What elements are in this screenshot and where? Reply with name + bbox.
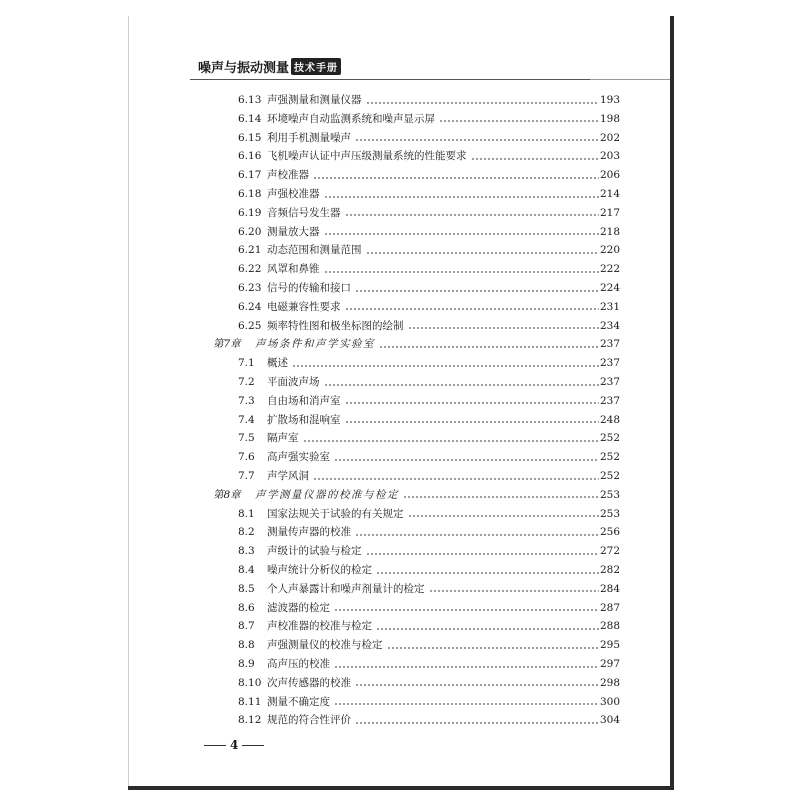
header-badge: 技术手册 bbox=[291, 58, 341, 75]
toc-dot-leader bbox=[355, 722, 599, 724]
toc-dot-leader bbox=[324, 384, 599, 386]
toc-entry-number: 8.9 bbox=[238, 658, 255, 670]
toc-dot-leader bbox=[324, 196, 599, 198]
toc-section-row bbox=[238, 223, 620, 241]
toc-section-row bbox=[238, 448, 620, 466]
toc-entry-number: 6.19 bbox=[238, 206, 262, 219]
toc-section-row bbox=[238, 298, 620, 316]
toc-section-row bbox=[238, 185, 620, 203]
toc-entry-page: 198 bbox=[599, 112, 620, 125]
toc-entry-title: 声学测量仪器的校准与检定 bbox=[255, 488, 399, 501]
toc-dot-leader bbox=[387, 647, 599, 649]
toc-chapter-row bbox=[213, 335, 620, 353]
toc-entry-title: 声强测量和测量仪器 bbox=[267, 94, 362, 106]
toc-dot-leader bbox=[334, 666, 599, 668]
toc-dot-leader bbox=[313, 478, 599, 480]
toc-entry-number: 第8章 bbox=[213, 488, 241, 501]
toc-entry-page: 224 bbox=[599, 282, 620, 294]
toc-entry-number: 8.5 bbox=[238, 582, 255, 595]
toc-entry-page: 214 bbox=[599, 188, 620, 200]
toc-entry-page: 252 bbox=[599, 451, 620, 464]
toc-entry-title: 国家法规关于试验的有关规定 bbox=[267, 507, 404, 520]
toc-entry-number: 6.14 bbox=[238, 112, 262, 125]
toc-entry-number: 8.12 bbox=[238, 714, 262, 727]
toc-entry-title: 自由场和消声室 bbox=[267, 394, 341, 407]
toc-dot-leader bbox=[334, 609, 599, 611]
toc-entry-number: 8.2 bbox=[238, 526, 255, 539]
toc-entry-page: 304 bbox=[599, 714, 620, 727]
toc-entry-page: 272 bbox=[599, 545, 620, 558]
toc-dot-leader bbox=[408, 327, 599, 329]
toc-section-row bbox=[238, 580, 620, 598]
toc-entry-page: 193 bbox=[599, 94, 620, 106]
toc-entry-title: 次声传感器的校准 bbox=[267, 676, 351, 689]
toc-entry-page: 287 bbox=[599, 601, 620, 614]
toc-entry-title: 电磁兼容性要求 bbox=[267, 300, 341, 313]
toc-section-row bbox=[238, 599, 620, 617]
toc-entry-page: 218 bbox=[599, 225, 620, 238]
toc-entry-title: 信号的传输和接口 bbox=[267, 282, 351, 294]
toc-section-row bbox=[238, 411, 620, 429]
toc-entry-title: 测量放大器 bbox=[267, 225, 320, 238]
toc-section-row bbox=[238, 711, 620, 729]
toc-entry-number: 8.1 bbox=[238, 507, 255, 520]
toc-dot-leader bbox=[376, 572, 599, 574]
toc-entry-number: 7.1 bbox=[238, 357, 255, 370]
toc-entry-title: 高声强实验室 bbox=[267, 451, 330, 464]
toc-entry-title: 频率特性图和极坐标图的绘制 bbox=[267, 319, 404, 332]
toc-entry-page: 222 bbox=[599, 263, 620, 276]
toc-entry-number: 7.6 bbox=[238, 451, 255, 464]
toc-dot-leader bbox=[429, 590, 599, 592]
toc-entry-title: 测量传声器的校准 bbox=[267, 526, 351, 539]
toc-dot-leader bbox=[408, 515, 599, 517]
toc-entry-number: 8.4 bbox=[238, 564, 255, 576]
toc-entry-page: 203 bbox=[599, 150, 620, 163]
toc-dot-leader bbox=[366, 252, 599, 254]
toc-entry-title: 测量不确定度 bbox=[267, 695, 330, 708]
toc-entry-number: 6.24 bbox=[238, 300, 262, 313]
toc-section-row bbox=[238, 129, 620, 147]
page-footer bbox=[200, 738, 268, 752]
toc-section-row bbox=[238, 204, 620, 222]
toc-entry-page: 237 bbox=[599, 357, 620, 370]
toc-entry-title: 规范的符合性评价 bbox=[267, 714, 351, 727]
toc-entry-number: 6.17 bbox=[238, 169, 262, 182]
toc-section-row bbox=[238, 429, 620, 447]
toc-entry-number: 6.13 bbox=[238, 94, 262, 106]
toc-entry-title: 环境噪声自动监测系统和噪声显示屏 bbox=[267, 112, 435, 125]
toc-section-row bbox=[238, 317, 620, 335]
toc-entry-title: 飞机噪声认证中声压级测量系统的性能要求 bbox=[267, 150, 467, 163]
toc-entry-page: 300 bbox=[599, 695, 620, 708]
toc-entry-page: 234 bbox=[599, 319, 620, 332]
toc-dot-leader bbox=[355, 534, 599, 536]
toc-entry-title: 声强测量仪的校准与检定 bbox=[267, 639, 383, 652]
toc-section-row bbox=[238, 505, 620, 523]
toc-entry-number: 8.3 bbox=[238, 545, 255, 558]
toc-entry-title: 音频信号发生器 bbox=[267, 206, 341, 219]
toc-entry-title: 声校准器的校准与检定 bbox=[267, 620, 372, 633]
toc-dot-leader bbox=[292, 365, 599, 367]
toc-dot-leader bbox=[334, 459, 599, 461]
toc-section-row bbox=[238, 373, 620, 391]
toc-dot-leader bbox=[324, 271, 599, 273]
toc-dot-leader bbox=[324, 233, 599, 235]
toc-dot-leader bbox=[345, 214, 599, 216]
footer-dash-left bbox=[204, 745, 226, 746]
footer-dash-right bbox=[242, 745, 264, 746]
page-left-edge bbox=[128, 16, 129, 786]
toc-entry-number: 8.11 bbox=[238, 695, 262, 708]
toc-entry-page: 248 bbox=[599, 413, 620, 426]
toc-dot-leader bbox=[345, 402, 599, 404]
toc-section-row bbox=[238, 561, 620, 579]
toc-entry-page: 252 bbox=[599, 470, 620, 482]
toc-chapter-row bbox=[213, 486, 620, 504]
toc-dot-leader bbox=[334, 703, 599, 705]
toc-entry-page: 206 bbox=[599, 169, 620, 182]
toc-section-row bbox=[238, 523, 620, 541]
toc-entry-page: 253 bbox=[599, 488, 620, 501]
toc-section-row bbox=[238, 542, 620, 560]
toc-entry-page: 295 bbox=[599, 639, 620, 652]
toc-entry-number: 6.15 bbox=[238, 131, 262, 144]
toc-entry-title: 滤波器的检定 bbox=[267, 601, 330, 614]
toc-entry-title: 动态范围和测量范围 bbox=[267, 244, 362, 257]
toc-entry-number: 7.7 bbox=[238, 470, 255, 482]
toc-entry-number: 8.6 bbox=[238, 601, 255, 614]
toc-dot-leader bbox=[376, 628, 599, 630]
toc-entry-title: 噪声统计分析仪的检定 bbox=[267, 564, 372, 576]
toc-entry-number: 6.23 bbox=[238, 282, 262, 294]
toc-entry-number: 6.25 bbox=[238, 319, 262, 332]
toc-dot-leader bbox=[355, 290, 599, 292]
toc-section-row bbox=[238, 166, 620, 184]
toc-section-row bbox=[238, 91, 620, 109]
toc-entry-number: 6.22 bbox=[238, 263, 262, 276]
toc-entry-page: 202 bbox=[599, 131, 620, 144]
toc-dot-leader bbox=[355, 139, 599, 141]
toc-dot-leader bbox=[355, 684, 599, 686]
toc-entry-number: 8.7 bbox=[238, 620, 255, 633]
toc-section-row bbox=[238, 354, 620, 372]
toc-entry-number: 7.3 bbox=[238, 394, 255, 407]
toc-entry-number: 7.4 bbox=[238, 413, 255, 426]
toc-entry-number: 6.21 bbox=[238, 244, 262, 257]
toc-entry-page: 256 bbox=[599, 526, 620, 539]
toc-dot-leader bbox=[313, 177, 599, 179]
toc-dot-leader bbox=[345, 421, 599, 423]
toc-entry-title: 声强校准器 bbox=[267, 188, 320, 200]
toc-section-row bbox=[238, 655, 620, 673]
toc-entry-title: 声场条件和声学实验室 bbox=[255, 338, 375, 351]
toc-entry-number: 8.8 bbox=[238, 639, 255, 652]
toc-entry-title: 隔声室 bbox=[267, 432, 299, 445]
toc-entry-page: 237 bbox=[599, 394, 620, 407]
toc-section-row bbox=[238, 110, 620, 128]
toc-section-row bbox=[238, 674, 620, 692]
toc-dot-leader bbox=[366, 553, 599, 555]
header-rule bbox=[190, 79, 590, 80]
toc-dot-leader bbox=[366, 102, 599, 104]
toc-dot-leader bbox=[379, 346, 599, 348]
toc-dot-leader bbox=[439, 120, 599, 122]
toc-section-row bbox=[238, 241, 620, 259]
toc-entry-title: 概述 bbox=[267, 357, 288, 370]
toc-entry-page: 253 bbox=[599, 507, 620, 520]
toc-entry-title: 个人声暴露计和噪声剂量计的检定 bbox=[267, 582, 425, 595]
toc-entry-title: 利用手机测量噪声 bbox=[267, 131, 351, 144]
toc-entry-number: 第7章 bbox=[213, 338, 241, 351]
toc-entry-page: 237 bbox=[599, 376, 620, 388]
toc-entry-page: 298 bbox=[599, 676, 620, 689]
running-header bbox=[198, 57, 341, 76]
toc-dot-leader bbox=[303, 440, 599, 442]
header-title: 噪声与振动测量 bbox=[198, 61, 290, 76]
toc-entry-page: 217 bbox=[599, 206, 620, 219]
toc-entry-title: 风罩和鼻锥 bbox=[267, 263, 320, 276]
toc-entry-page: 252 bbox=[599, 432, 620, 445]
toc-dot-leader bbox=[403, 496, 599, 498]
toc-entry-page: 284 bbox=[599, 582, 620, 595]
toc-entry-title: 声校准器 bbox=[267, 169, 309, 182]
toc-section-row bbox=[238, 147, 620, 165]
toc-entry-page: 237 bbox=[599, 338, 620, 351]
toc-section-row bbox=[238, 617, 620, 635]
toc-section-row bbox=[238, 467, 620, 485]
header-rule-extension bbox=[590, 79, 670, 80]
toc-entry-number: 7.2 bbox=[238, 376, 255, 388]
toc-entry-page: 231 bbox=[599, 300, 620, 313]
toc-entry-title: 高声压的校准 bbox=[267, 658, 330, 670]
toc-entry-number: 8.10 bbox=[238, 676, 262, 689]
toc-entry-title: 声学风洞 bbox=[267, 470, 309, 482]
toc-entry-page: 297 bbox=[599, 658, 620, 670]
toc-section-row bbox=[238, 260, 620, 278]
toc-entry-title: 声级计的试验与检定 bbox=[267, 545, 362, 558]
toc-section-row bbox=[238, 636, 620, 654]
toc-entry-number: 6.18 bbox=[238, 188, 262, 200]
toc-entry-title: 平面波声场 bbox=[267, 376, 320, 388]
footer-page-number: 4 bbox=[230, 738, 239, 752]
toc-dot-leader bbox=[471, 158, 599, 160]
toc-entry-number: 6.16 bbox=[238, 150, 262, 163]
toc-entry-page: 220 bbox=[599, 244, 620, 257]
toc-entry-number: 7.5 bbox=[238, 432, 255, 445]
toc-entry-page: 282 bbox=[599, 564, 620, 576]
toc-section-row bbox=[238, 693, 620, 711]
toc-entry-title: 扩散场和混响室 bbox=[267, 413, 341, 426]
toc-entry-number: 6.20 bbox=[238, 225, 262, 238]
toc-entry-page: 288 bbox=[599, 620, 620, 633]
toc-section-row bbox=[238, 392, 620, 410]
toc-section-row bbox=[238, 279, 620, 297]
toc-dot-leader bbox=[345, 308, 599, 310]
